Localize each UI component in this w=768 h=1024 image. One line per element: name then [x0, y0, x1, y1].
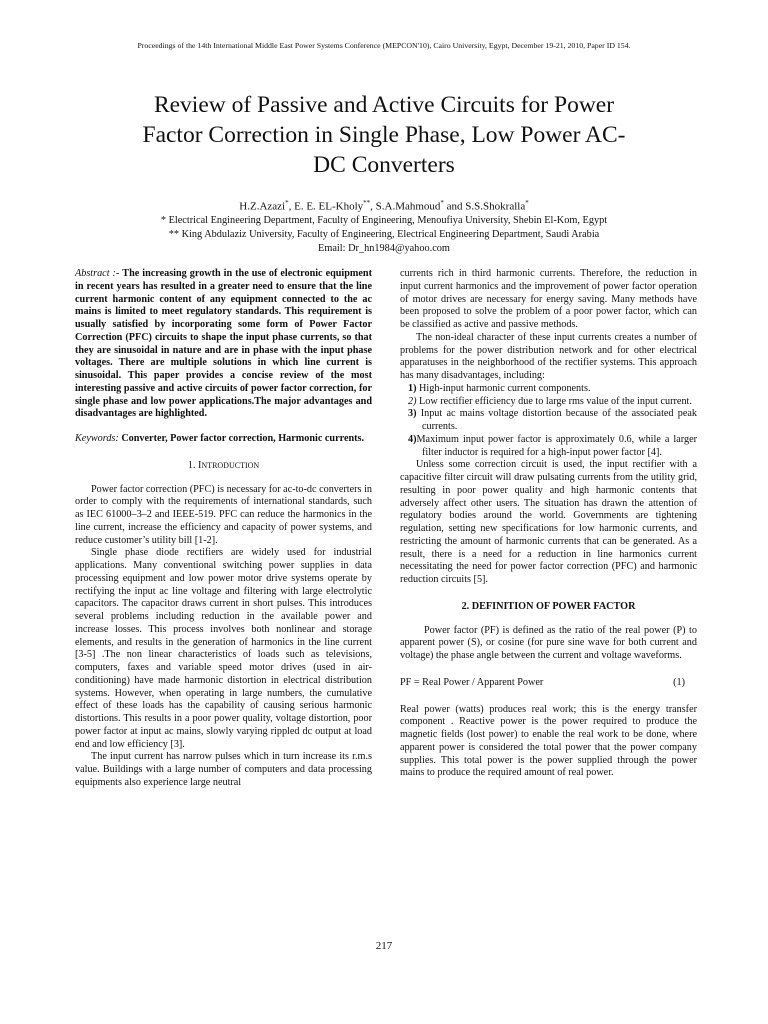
- section-heading-power-factor: 2. DEFINITION OF POWER FACTOR: [461, 600, 636, 612]
- author-list: [0, 197, 768, 214]
- page-number: 217: [375, 940, 393, 952]
- list-item: 2) Low rectifier efficiency due to large rms value of the input current.: [408, 395, 692, 407]
- conference-header: Proceedings of the 14th International Middle East Power Systems Conference (MEPCON'10), Cairo University, Egypt, December 19-21, 2010, Paper ID 154.: [137, 41, 631, 50]
- keywords-text: Converter, Power factor correction, Harmonic currents.: [121, 433, 365, 444]
- affiliation-mark: *: [525, 199, 529, 207]
- equation-text: PF = Real Power / Apparent Power: [400, 676, 544, 688]
- abstract-label: Abstract :-: [75, 268, 123, 279]
- paragraph: The input current has narrow pulses which in turn increase its r.m.s value. Buildings with a large number of computers and data processing equipments also experience large neutral: [75, 751, 372, 788]
- affiliation-mark: **: [363, 199, 371, 207]
- section-heading-introduction: 1. INTRODUCTION: [187, 459, 260, 471]
- equation-number: (1): [673, 676, 685, 688]
- keywords: [75, 433, 372, 446]
- paragraph: Power factor correction (PFC) is necessary for ac-to-dc converters in order to comply with the requirements of international standards, such as IEC 61000–3–2 and IEEE-519. PFC can reduce the harmonics in the line current, increase the efficiency and capacity of power systems, and reduce customer’s utility bill [1-2].: [75, 483, 372, 546]
- author-email: Email: Dr_hn1984@yahoo.com: [318, 243, 450, 254]
- list-item: 1) High-input harmonic current components.: [408, 382, 591, 394]
- affiliation-mark: *: [440, 199, 444, 207]
- abstract-text: The increasing growth in the use of electronic equipment in recent years has resulted in a greater need to ensure that the line current harmonic content of any equipment connected to the ac mains is limited to meet regulatory standards. This requirement is usually satisfied by incorporating some form of Power Factor Correction (PFC) circuits to shape the input phase currents, so that they are sinusoidal in nature and are in phase with the input phase voltages. There are multiple solutions in which line current is sinusoidal. This paper provides a concise review of the most interesting passive and active circuits of power factor correction, for single phase and low power applications.The major advantages and disadvantages are highlighted.: [75, 268, 372, 420]
- author-name: , E. E. EL-Kholy: [288, 200, 364, 213]
- left-column: [75, 268, 372, 790]
- affiliation-2: ** King Abdulaziz University, Faculty of Engineering, Electrical Engineering Department, Saudi Arabia: [168, 229, 600, 240]
- right-column: [400, 268, 697, 780]
- title-line: Review of Passive and Active Circuits for Power: [153, 92, 615, 118]
- paragraph: currents rich in third harmonic currents. Therefore, the reduction in input current harmonics and the improvement of power factor operation of motor drives are necessary for energy saving. Many methods have been proposed to solve the problem of a poor power factor, which can be classified as active and passive methods.: [400, 268, 697, 330]
- title-line: Factor Correction in Single Phase, Low Power AC-: [142, 122, 626, 148]
- affiliation-mark: *: [285, 199, 289, 207]
- author-name: and S.S.Shokralla: [443, 200, 526, 213]
- list-item: 4)Maximum input power factor is approximately 0.6, while a larger filter inductor is required for a high-input power factor [4].: [408, 433, 697, 458]
- paragraph: Unless some correction circuit is used, the input rectifier with a capacitive filter circuit will draw pulsating currents from the utility grid, resulting in poor power quality and high harmonic contents that adversely affect other users. The situation has drawn the attention of regulatory bodies around the world. Governments are tightening regulation, setting new specifications for low harmonic currents, and restricting the amount of harmonic currents that can be generated. As a result, there is a need for a reduction in line harmonics current necessitating the need for power factor correction (PFC) and harmonic reduction circuits [5].: [400, 459, 697, 585]
- affiliation-1: * Electrical Engineering Department, Faculty of Engineering, Menoufiya University, Shebin El-Kom, Egypt: [160, 215, 608, 226]
- paragraph: The non-ideal character of these input currents creates a number of problems for the power distribution network and for other electrical apparatuses in the neighborhood of the rectifier systems. This approach has many disadvantages, including:: [400, 331, 697, 381]
- paragraph: Single phase diode rectifiers are widely used for industrial applications. Many conventional switching power supplies in data processing equipment and low power motor drive systems operate by rectifying the input ac line voltage and filtering with large electrolytic capacitors. The capacitor draws current in short pulses. This introduces several problems including reduction in the available power and increase losses. This process involves both nonlinear and storage elements, and results in the generation of harmonics in the line current [3-5] .The non linear characteristics of loads such as televisions, computers, faxes and variable speed motor drives (used in air-conditioning) have made harmonic distortion in electrical distribution systems. However, when operating in large numbers, the cumulative effect of these loads has the capability of causing serious harmonic distortions. This results in a poor power quality, voltage distortion, poor power factor at input ac mains, slowly varying rippled dc output at load end and low efficiency [3].: [75, 547, 372, 750]
- paragraph: Real power (watts) produces real work; this is the energy transfer component . Reactive power is the power required to produce the magnetic fields (lost power) to enable the real work to be done, where apparent power is considered the total power that the power company supplies. This total power is the power supplied through the power mains to produce the required amount of real power.: [400, 703, 697, 779]
- paragraph: Power factor (PF) is defined as the ratio of the real power (P) to apparent power (S), or cosine (for pure sine wave for both current and voltage) the phase angle between the current and voltage waveforms.: [400, 624, 697, 661]
- abstract: [75, 268, 372, 421]
- list-item: 3) Input ac mains voltage distortion because of the associated peak currents.: [408, 408, 697, 432]
- author-name: , S.A.Mahmoud: [370, 200, 441, 213]
- keywords-label: Keywords:: [75, 433, 122, 444]
- title-line: DC Converters: [313, 152, 455, 178]
- equation: [400, 677, 685, 690]
- author-name: H.Z.Azazi: [239, 200, 286, 213]
- paper-title: [100, 90, 668, 180]
